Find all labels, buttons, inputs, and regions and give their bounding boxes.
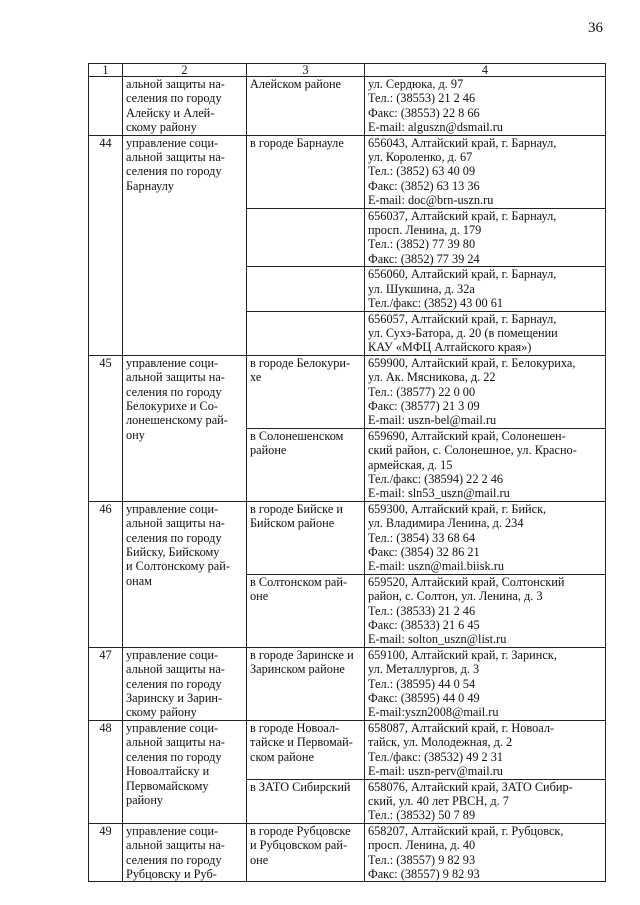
service-area: в городе Белокури- хе	[247, 355, 365, 428]
contact-details: 659900, Алтайский край, г. Белокуриха, ул. Ак. Мясникова, д. 22 Тел.: (38577) 22 0 00 Факс: (38577) 21 3 09 E-mail: uszn-bel@mail.ru	[365, 355, 606, 428]
service-area: в городе Бийске и Бийском районе	[247, 501, 365, 574]
table-row	[89, 720, 606, 779]
column-header: 4	[365, 64, 606, 77]
service-area	[247, 208, 365, 267]
contact-details: 656060, Алтайский край, г. Барнаул, ул. Шукшина, д. 32а Тел./факс: (3852) 43 00 61	[365, 267, 606, 311]
contact-details: 656037, Алтайский край, г. Барнаул, просп. Ленина, д. 179 Тел.: (3852) 77 39 80 Факс: (3852) 77 39 24	[365, 208, 606, 267]
table-row	[89, 501, 606, 574]
contact-details: 656057, Алтайский край, г. Барнаул, ул. Сухэ-Батора, д. 20 (в помещении КАУ «МФЦ Алтайского края»)	[365, 311, 606, 355]
row-number: 44	[89, 135, 123, 355]
organization-name: управление соци- альной защиты на- селения по городу Белокурихе и Со- лонешенскому рай- ону	[123, 355, 247, 501]
table-row	[89, 647, 606, 720]
service-area	[247, 311, 365, 355]
table-row	[89, 135, 606, 208]
contact-details: 659690, Алтайский край, Солонешен- ский район, с. Солонешное, ул. Красно- армейская, д. 15 Тел./факс: (38594) 22 2 46 E-mail: sln53_uszn@mail.ru	[365, 428, 606, 501]
contact-details: 659520, Алтайский край, Солтонский район, с. Солтон, ул. Ленина, д. 3 Тел.: (38533) 21 2 46 Факс: (38533) 21 6 45 E-mail: solton_uszn@list.ru	[365, 574, 606, 647]
organization-name: управление соци- альной защиты на- селения по городу Рубцовску и Руб-	[123, 823, 247, 882]
contact-details: 656043, Алтайский край, г. Барнаул, ул. Короленко, д. 67 Тел.: (3852) 63 40 09 Факс: (3852) 63 13 36 E-mail: doc@brn-uszn.ru	[365, 135, 606, 208]
service-area: в Солтонском рай- оне	[247, 574, 365, 647]
table-body	[89, 77, 606, 882]
row-number	[89, 77, 123, 136]
column-header: 1	[89, 64, 123, 77]
row-number: 49	[89, 823, 123, 882]
contact-details: 659300, Алтайский край, г. Бийск, ул. Владимира Ленина, д. 234 Тел.: (3854) 33 68 64 Факс: (3854) 32 86 21 E-mail: uszn@mail.biisk.ru	[365, 501, 606, 574]
service-area: Алейском районе	[247, 77, 365, 136]
row-number: 48	[89, 720, 123, 823]
organization-name: управление соци- альной защиты на- селения по городу Заринску и Зарин- скому району	[123, 647, 247, 720]
row-number: 46	[89, 501, 123, 647]
column-header: 3	[247, 64, 365, 77]
service-area: в городе Барнауле	[247, 135, 365, 208]
table-row	[89, 355, 606, 428]
contact-details: 658207, Алтайский край, г. Рубцовск, просп. Ленина, д. 40 Тел.: (38557) 9 82 93 Факс: (38557) 9 82 93	[365, 823, 606, 882]
table-row	[89, 77, 606, 136]
organization-name: управление соци- альной защиты на- селения по городу Барнаулу	[123, 135, 247, 355]
column-header: 2	[123, 64, 247, 77]
service-area: в городе Заринске и Заринском районе	[247, 647, 365, 720]
organization-name: управление соци- альной защиты на- селения по городу Новоалтайску и Первомайскому району	[123, 720, 247, 823]
service-area: в Солонешенском районе	[247, 428, 365, 501]
organization-name: управление соци- альной защиты на- селения по городу Бийску, Бийскому и Солтонскому рай- онам	[123, 501, 247, 647]
contact-details: 658076, Алтайский край, ЗАТО Сибир- ский, ул. 40 лет РВСН, д. 7 Тел.: (38532) 50 7 89	[365, 779, 606, 823]
contact-details: ул. Сердюка, д. 97 Тел.: (38553) 21 2 46 Факс: (38553) 22 8 66 E-mail: alguszn@dsmail.ru	[365, 77, 606, 136]
contacts-table	[88, 63, 606, 882]
page-number: 36	[588, 20, 603, 36]
service-area: в городе Новоал- тайске и Первомай- ском районе	[247, 720, 365, 779]
service-area: в городе Рубцовске и Рубцовском рай- оне	[247, 823, 365, 882]
contact-details: 659100, Алтайский край, г. Заринск, ул. Металлургов, д. 3 Тел.: (38595) 44 0 54 Факс: (38595) 44 0 49 E-mail:yszn2008@mail.ru	[365, 647, 606, 720]
table-row	[89, 823, 606, 882]
service-area: в ЗАТО Сибирский	[247, 779, 365, 823]
row-number: 47	[89, 647, 123, 720]
header-row	[89, 64, 606, 77]
organization-name: альной защиты на- селения по городу Алейску и Алей- скому району	[123, 77, 247, 136]
row-number: 45	[89, 355, 123, 501]
service-area	[247, 267, 365, 311]
contact-details: 658087, Алтайский край, г. Новоал- тайск, ул. Молодежная, д. 2 Тел./факс: (38532) 49 2 31 E-mail: uszn-perv@mail.ru	[365, 720, 606, 779]
